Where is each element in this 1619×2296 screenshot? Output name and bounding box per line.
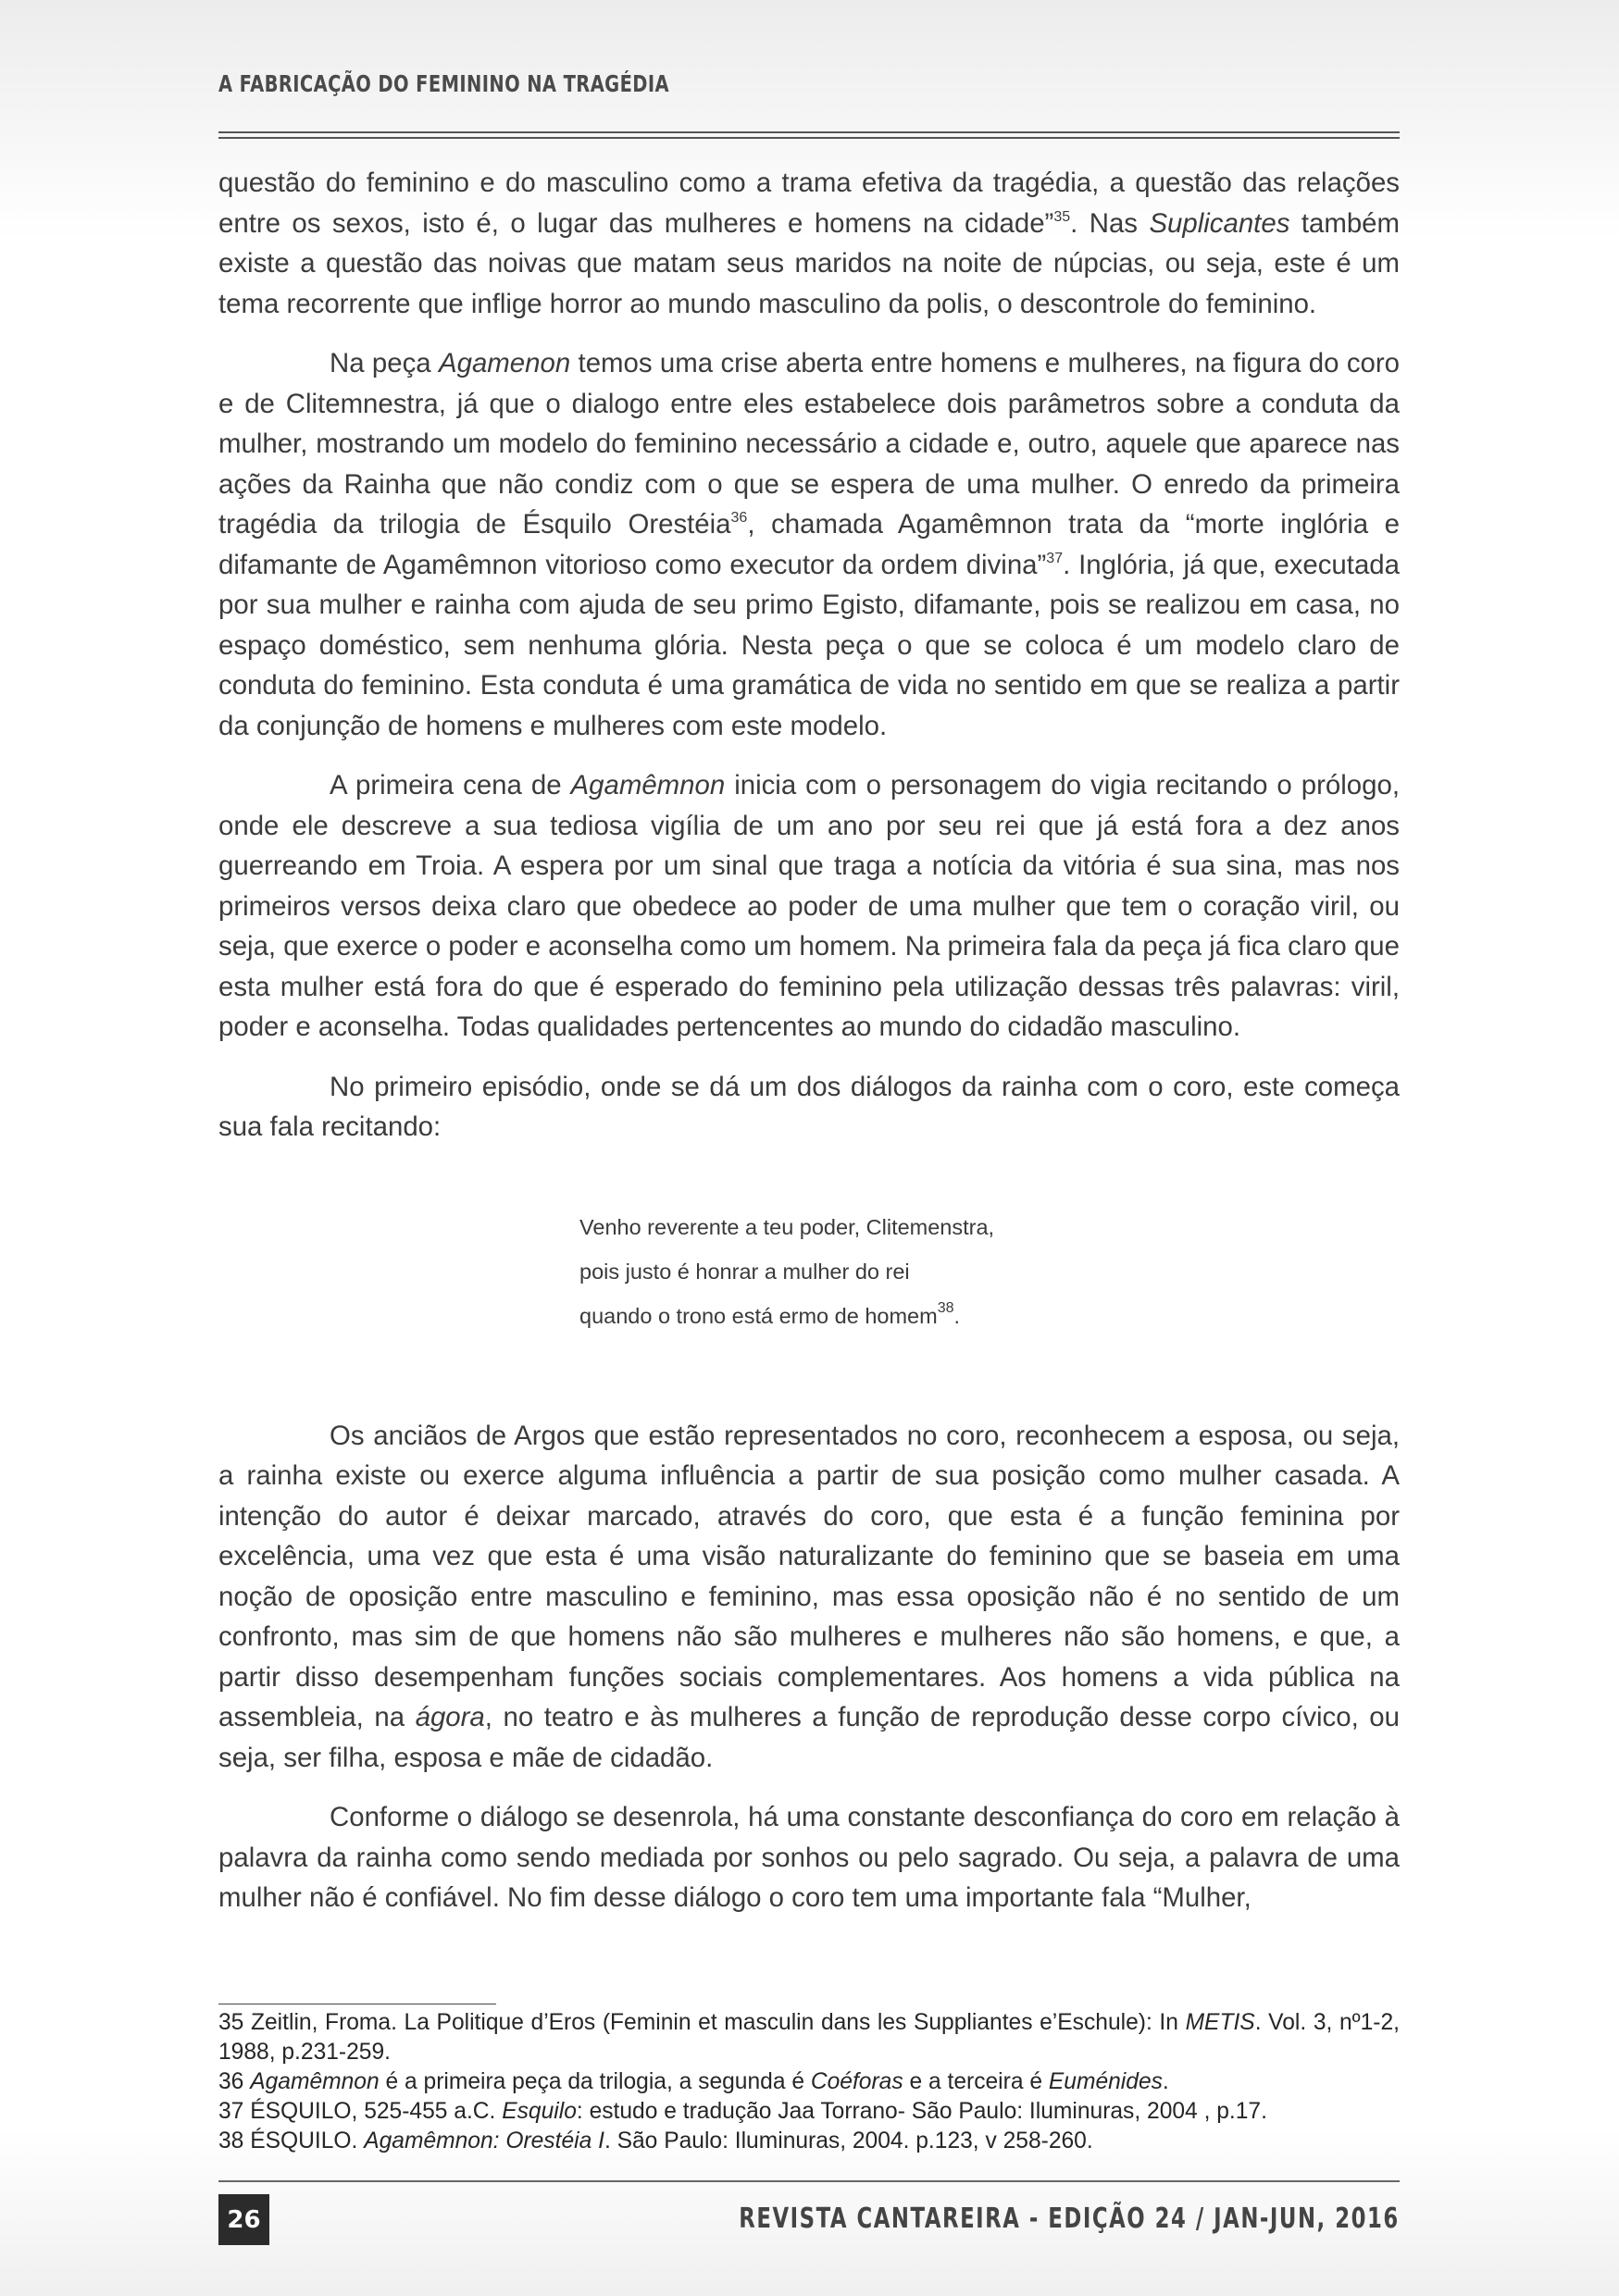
footnote-35	[218, 2008, 1400, 2067]
quote-line-2: pois justo é honrar a mulher do rei	[579, 1259, 910, 1284]
paragraph-3	[218, 765, 1400, 1048]
paragraph-1	[218, 163, 1400, 324]
header-rule-top	[218, 131, 1400, 133]
text-run: quando o trono está ermo de homem	[579, 1303, 938, 1328]
journal-footer: REVISTA CANTAREIRA - EDIÇÃO 24 / JAN-JUN, 2016	[739, 2203, 1400, 2235]
text-run: , chamada Agamêmnon trata da “morte inglória e difamante de Agamêmnon vitorioso como executor da ordem divina”	[218, 509, 1400, 580]
footer-rule	[218, 2180, 1400, 2182]
text-run: .	[1162, 2069, 1169, 2094]
footnote-38	[218, 2127, 1400, 2156]
paragraph-5	[218, 1416, 1400, 1779]
paragraph-4: No primeiro episódio, onde se dá um dos diálogos da rainha com o coro, este começa sua fala recitando:	[218, 1071, 1400, 1142]
emphasis-coeforas: Coéforas	[810, 2069, 903, 2094]
text-run: 35 Zeitlin, Froma. La Politique d’Eros (Feminin et masculin dans les Suppliantes e’Eschule): In	[218, 2010, 1186, 2035]
footnotes	[218, 2008, 1400, 2156]
footnote-ref-37[interactable]: 37	[1046, 550, 1064, 566]
text-run: , no teatro e às mulheres a função de reprodução desse corpo cívico, ou seja, ser filha, esposa e mãe de cidadão.	[218, 1702, 1400, 1773]
text-run: : estudo e tradução Jaa Torrano- São Paulo: Iluminuras, 2004 , p.17.	[576, 2099, 1267, 2124]
running-header-title: A FABRICAÇÃO DO FEMININO NA TRAGÉDIA	[218, 70, 669, 97]
text-run: é a primeira peça da trilogia, a segunda é	[379, 2069, 811, 2094]
quote-line-3	[579, 1294, 1400, 1338]
text-run: . Vol. 3, nº1-2, 1988, p.231-259.	[218, 2010, 1401, 2065]
header-rule-bottom	[218, 137, 1400, 139]
emphasis-agamemnon-oresteia: Agamêmnon: Orestéia I	[364, 2128, 604, 2153]
footnote-36	[218, 2067, 1400, 2097]
text-run: Na peça	[330, 348, 440, 379]
paragraph-6: Conforme o diálogo se desenrola, há uma constante desconfiança do coro em relação à palavra da rainha como sendo mediada por sonhos ou pelo sagrado. Ou seja, a palavra de uma mulher não é confiável. No fim desse diálogo o coro tem uma importante fala “Mulher,	[218, 1802, 1400, 1913]
emphasis-eumenides: Euménides	[1048, 2069, 1163, 2094]
text-run: e a terceira é	[903, 2069, 1049, 2094]
text-run: temos uma crise aberta entre homens e mulheres, na figura do coro e de Clitemnestra, já que o dialogo entre eles estabelece dois parâmetros sobre a conduta da mulher, mostrando um modelo do feminino necessário a cidade e, outro, aquele que aparece nas ações da Rainha que não condiz com o que se espera de uma mulher. O enredo da primeira tragédia da trilogia de Ésquilo Orestéia	[218, 348, 1400, 540]
text-run: questão do feminino e do masculino como a trama efetiva da tragédia, a questão das relações entre os sexos, isto é, o lugar das mulheres e homens na cidade”	[218, 168, 1400, 239]
page-number: 26	[218, 2194, 269, 2245]
footnote-ref-35[interactable]: 35	[1053, 208, 1071, 225]
text-run: também existe a questão das noivas que matam seus maridos na noite de núpcias, ou seja, este é um tema recorrente que inflige horror ao mundo masculino da polis, o descontrole do feminino.	[218, 207, 1400, 319]
article-body	[218, 163, 1400, 1938]
footnote-37	[218, 2097, 1400, 2127]
text-run: inicia com o personagem do vigia recitando o prólogo, onde ele descreve a sua tediosa vigília de um ano por seu rei que já está fora a dez anos guerreando em Troia. A espera por um sinal que traga a notícia da vitória é sua sina, mas nos primeiros versos deixa claro que obedece ao poder de uma mulher que tem o coração viril, ou seja, que exerce o poder e aconselha como um homem. Na primeira fala da peça já fica claro que esta mulher está fora do que é esperado do feminino pela utilização dessas três palavras: viril, poder e aconselha. Todas qualidades pertencentes ao mundo do cidadão masculino.	[218, 770, 1400, 1042]
emphasis-esquilo: Esquilo	[502, 2099, 577, 2124]
text-run: A primeira cena de	[330, 770, 571, 800]
emphasis-suplicantes: Suplicantes	[1149, 207, 1290, 239]
emphasis-agamemnon: Agamêmnon	[570, 770, 726, 800]
emphasis-agora: ágora	[415, 1702, 485, 1732]
text-run: .	[953, 1303, 961, 1328]
text-run: 38 ÉSQUILO.	[218, 2128, 365, 2153]
paragraph-2	[218, 343, 1400, 746]
text-run: . Nas	[1070, 207, 1150, 239]
text-run: . São Paulo: Iluminuras, 2004. p.123, v 258-260.	[604, 2128, 1093, 2153]
emphasis-agamemnon: Agamêmnon	[250, 2069, 380, 2094]
footnote-ref-36[interactable]: 36	[730, 510, 748, 526]
text-run: Os anciãos de Argos que estão representados no coro, reconhecem a esposa, ou seja, a rainha existe ou exerce alguma influência a partir de sua posição como mulher casada. A intenção do autor é deixar marcado, através do coro, que esta é a função feminina por excelência, uma vez que esta é uma visão naturalizante do feminino que se baseia em uma noção de oposição entre masculino e feminino, mas essa oposição não é no sentido de um confronto, mas sim de que homens não são mulheres e mulheres não são homens, e que, a partir disso desempenham funções sociais complementares. Aos homens a vida pública na assembleia, na	[218, 1420, 1400, 1732]
quote-line-1: Venho reverente a teu poder, Clitemenstra,	[579, 1214, 995, 1239]
footnote-ref-38[interactable]: 38	[937, 1299, 954, 1316]
emphasis-metis: METIS	[1185, 2010, 1255, 2035]
emphasis-agamenon: Agamenon	[439, 348, 571, 379]
text-run: 37 ÉSQUILO, 525-455 a.C.	[218, 2099, 503, 2124]
text-run: 36	[218, 2069, 251, 2094]
text-run: . Inglória, já que, executada por sua mulher e rainha com ajuda de seu primo Egisto, difamante, pois se realizou em casa, no espaço doméstico, sem nenhuma glória. Nesta peça o que se coloca é um modelo claro de conduta do feminino. Esta conduta é uma gramática de vida no sentido em que se realiza a partir da conjunção de homens e mulheres com este modelo.	[218, 549, 1400, 741]
verse-quotation	[579, 1205, 1400, 1338]
